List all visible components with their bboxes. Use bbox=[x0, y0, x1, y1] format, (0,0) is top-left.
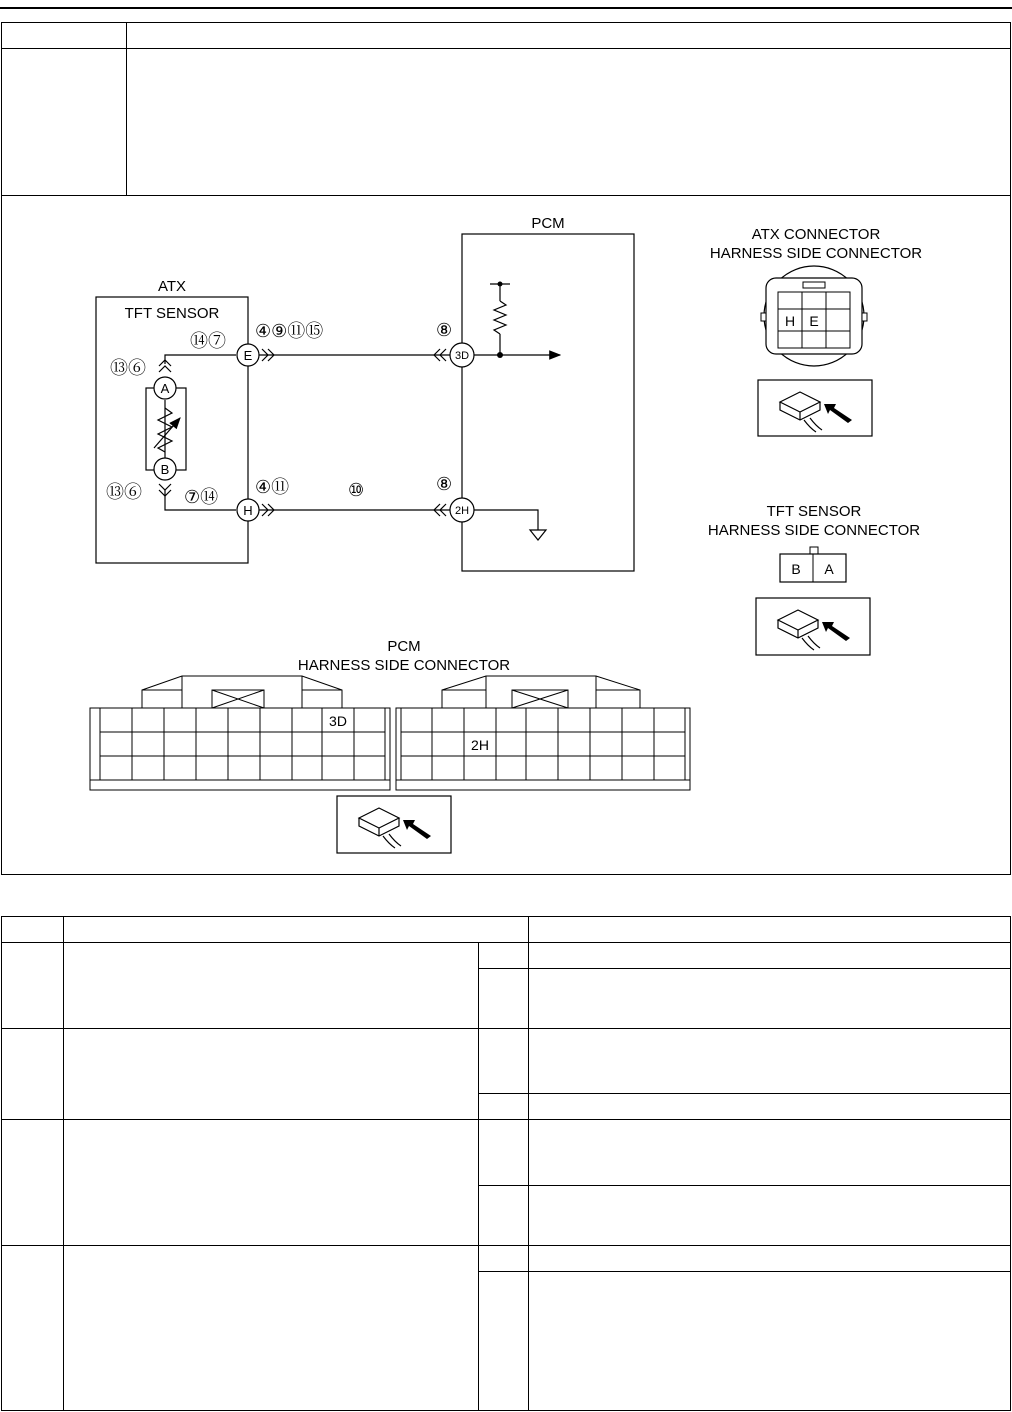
callout-e-right: ④⑨⑪⑮ bbox=[255, 321, 324, 341]
pcm-conn-3d: 3D bbox=[329, 713, 347, 729]
procedure-col-action-header bbox=[528, 916, 529, 942]
procedure-row-1-split bbox=[478, 968, 1011, 969]
callout-pcm-2h: ⑧ bbox=[436, 474, 453, 494]
tft-connector-title-1: TFT SENSOR bbox=[766, 503, 862, 520]
procedure-row-2-split bbox=[478, 1093, 1011, 1094]
callout-b-left: ⑬⑥ bbox=[106, 482, 142, 502]
terminal-h-label: H bbox=[243, 503, 253, 518]
ground-icon bbox=[530, 530, 546, 540]
callout-h-right: ④⑪ bbox=[255, 477, 290, 497]
atx-connector-key-right bbox=[862, 313, 867, 321]
pcm-pullup-resistor bbox=[494, 301, 506, 334]
callout-e-left: ⑭⑦ bbox=[190, 331, 226, 351]
pcm-ground-wire bbox=[474, 510, 538, 530]
tft-connector-title-2: HARNESS SIDE CONNECTOR bbox=[707, 522, 921, 539]
callout-a-left: ⑬⑥ bbox=[110, 358, 146, 378]
pcm-connector-right-half bbox=[396, 676, 690, 790]
procedure-row-3-split bbox=[478, 1185, 1011, 1186]
tft-connector-latch bbox=[810, 547, 818, 554]
atx-connector-key-left bbox=[761, 313, 766, 321]
callout-wire-mid: ⑩ bbox=[348, 480, 365, 500]
atx-connector-latch bbox=[803, 282, 825, 288]
callout-b-right: ⑦⑭ bbox=[184, 487, 219, 507]
tft-sensor-label: TFT SENSOR bbox=[124, 305, 220, 322]
pcm-supply-dot bbox=[498, 282, 503, 287]
procedure-table bbox=[1, 916, 1011, 1411]
pcm-connector-title-2: HARNESS SIDE CONNECTOR bbox=[297, 657, 511, 674]
tft-conn-b: B bbox=[791, 561, 801, 577]
pcm-box bbox=[462, 234, 634, 571]
atx-view-direction-icon bbox=[758, 380, 872, 436]
procedure-row-4-split bbox=[478, 1271, 1011, 1272]
procedure-col-yes-no bbox=[478, 942, 479, 1411]
procedure-row-2-end bbox=[1, 1119, 1011, 1120]
sensor-wire-top bbox=[165, 355, 236, 364]
pcm-view-direction-icon bbox=[337, 796, 451, 853]
procedure-row-3-end bbox=[1, 1245, 1011, 1246]
pcm-pin-2h-label: 2H bbox=[454, 505, 470, 517]
procedure-row-1-end bbox=[1, 1028, 1011, 1029]
atx-conn-h: H bbox=[784, 313, 796, 329]
pcm-conn-2h: 2H bbox=[471, 737, 489, 753]
terminal-e-label: E bbox=[243, 348, 253, 363]
atx-connector-title-1: ATX CONNECTOR bbox=[751, 226, 881, 243]
callout-pcm-3d: ⑧ bbox=[436, 320, 453, 340]
terminal-a-label: A bbox=[160, 381, 170, 396]
atx-conn-e: E bbox=[809, 313, 819, 329]
terminal-b-label: B bbox=[160, 462, 170, 477]
pcm-pin-3d-label: 3D bbox=[454, 350, 470, 362]
procedure-col-action bbox=[528, 942, 529, 1411]
pcm-connector-title-1: PCM bbox=[387, 638, 421, 655]
tft-view-direction-icon bbox=[756, 598, 870, 655]
procedure-header-divider bbox=[1, 942, 1011, 943]
pcm-title: PCM bbox=[531, 215, 565, 232]
atx-title: ATX bbox=[157, 278, 187, 295]
pcm-connector-left-half bbox=[90, 676, 390, 790]
procedure-col-step bbox=[63, 916, 64, 1411]
tft-conn-a: A bbox=[824, 561, 834, 577]
atx-connector-title-2: HARNESS SIDE CONNECTOR bbox=[709, 245, 923, 262]
